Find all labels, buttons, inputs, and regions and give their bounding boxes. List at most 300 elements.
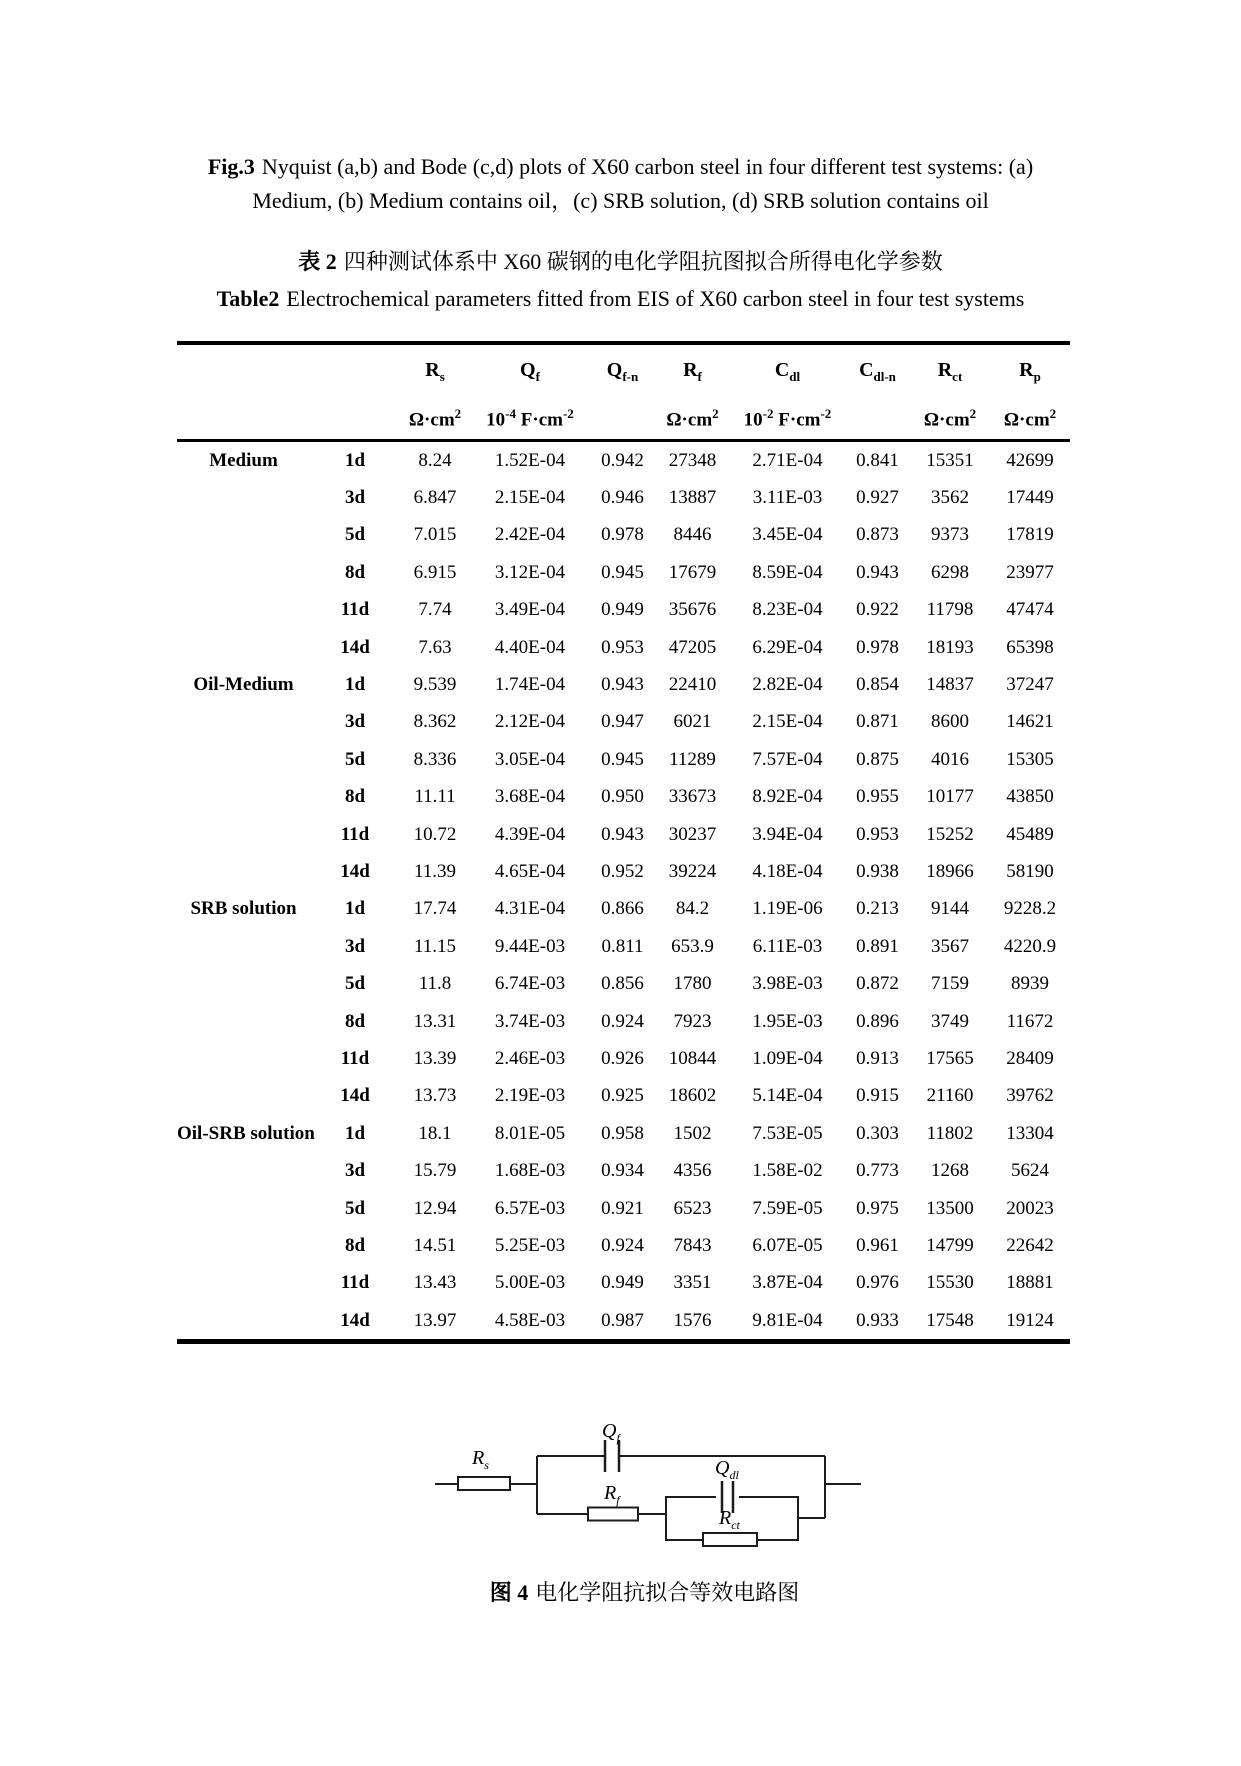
- table-row: [177, 1152, 1070, 1189]
- table2-title-zh: [0, 247, 1241, 277]
- table-cell: 18966: [926, 860, 974, 882]
- table-cell: 0.871: [856, 711, 899, 733]
- column-header: $C_{dl}$: [774, 359, 801, 384]
- table2-title-en: [0, 284, 1241, 314]
- table-cell: 0.925: [601, 1085, 644, 1107]
- table-cell: 17449: [1006, 487, 1054, 509]
- row-day-label: 14d: [340, 860, 370, 882]
- table-cell: 14621: [1006, 711, 1054, 733]
- column-header: $Q_f$: [520, 359, 540, 384]
- figure3-label: Fig.3: [207, 154, 255, 179]
- table-cell: 0.987: [601, 1309, 644, 1331]
- table-cell: 13.39: [413, 1047, 457, 1069]
- table-cell: 11.39: [413, 860, 457, 882]
- equivalent-circuit-figure: [433, 1422, 863, 1557]
- circuit-label-rf: $R_f$: [604, 1482, 620, 1507]
- row-group-label: SRB solution: [190, 898, 297, 920]
- table-cell: 0.854: [856, 674, 899, 696]
- table-cell: 6.07E-05: [752, 1234, 823, 1256]
- column-header: $C_{dl-n}$: [859, 359, 896, 384]
- table-row: [177, 517, 1070, 554]
- table-cell: 27348: [668, 449, 717, 471]
- figure4-caption: [24, 1576, 1241, 1607]
- table-cell: 18.1: [418, 1122, 452, 1144]
- table-cell: 0.952: [601, 860, 644, 882]
- table-row: [177, 704, 1070, 741]
- table-row: [177, 479, 1070, 516]
- circuit-diagram: [433, 1422, 863, 1557]
- table-cell: 6.847: [413, 487, 457, 509]
- row-group-label: [177, 853, 310, 890]
- table-cell: 0.875: [856, 748, 899, 770]
- column-unit: $\Omega\cdot cm^2$: [655, 399, 730, 441]
- table-cell: 0.896: [856, 1010, 899, 1032]
- table-cell: 14799: [926, 1234, 974, 1256]
- figure4-label: 图 4: [489, 1580, 529, 1605]
- table-cell: 47205: [668, 636, 717, 658]
- table-cell: 0.978: [601, 524, 644, 546]
- table-cell: 0.947: [601, 711, 644, 733]
- table-cell: 2.15E-04: [752, 711, 823, 733]
- table-cell: 6.11E-03: [752, 935, 823, 957]
- table-row: [177, 592, 1070, 629]
- table-cell: 8.59E-04: [752, 561, 823, 583]
- header-spacer: [310, 343, 400, 399]
- table-row: [177, 741, 1070, 778]
- figure4-caption-text: 电化学阻抗拟合等效电路图: [535, 1580, 800, 1605]
- table-cell: 0.934: [601, 1160, 644, 1182]
- table-cell: 47474: [1006, 599, 1054, 621]
- table-cell: 0.976: [856, 1272, 899, 1294]
- row-group-label: [177, 704, 310, 741]
- row-day-label: 3d: [344, 487, 366, 509]
- table-cell: 9228.2: [1003, 898, 1057, 920]
- column-unit: $10^{-2}$ $F\cdot cm^{-2}$: [730, 399, 845, 441]
- table-cell: 33673: [668, 786, 717, 808]
- table-cell: 37247: [1006, 674, 1054, 696]
- table-cell: 11289: [669, 748, 716, 770]
- table-row: [177, 1078, 1070, 1115]
- table-cell: 0.856: [601, 973, 644, 995]
- table-cell: 6.915: [413, 561, 457, 583]
- table-cell: 1.09E-04: [752, 1047, 823, 1069]
- table-cell: 6.29E-04: [752, 636, 823, 658]
- table-cell: 3.94E-04: [752, 823, 823, 845]
- row-day-label: 5d: [344, 973, 366, 995]
- table-cell: 0.922: [856, 599, 899, 621]
- row-day-label: 8d: [344, 786, 366, 808]
- resistor-rct: [703, 1533, 757, 1546]
- table-cell: 9373: [931, 524, 969, 546]
- row-day-label: 1d: [344, 898, 366, 920]
- row-group-label: Medium: [209, 449, 278, 471]
- resistor-rf: [588, 1508, 638, 1521]
- table-cell: 45489: [1006, 823, 1054, 845]
- table-cell: 0.975: [856, 1197, 899, 1219]
- table-cell: 0.924: [601, 1010, 644, 1032]
- table-cell: 2.19E-03: [494, 1085, 566, 1107]
- table-cell: 0.961: [856, 1234, 899, 1256]
- table-cell: 0.873: [856, 524, 899, 546]
- header-spacer: [177, 399, 310, 441]
- table-cell: 0.866: [601, 898, 644, 920]
- table-cell: 6021: [673, 711, 712, 733]
- row-day-label: 8d: [344, 1010, 366, 1032]
- row-day-label: 14d: [340, 1085, 370, 1107]
- column-unit: $\Omega\cdot cm^2$: [990, 399, 1070, 441]
- table-cell: 653.9: [671, 935, 714, 957]
- table-cell: 0.891: [856, 935, 899, 957]
- table-cell: 0.915: [856, 1085, 899, 1107]
- table2-title-en-text: Electrochemical parameters fitted from EIS of X60 carbon steel in four test systems: [286, 286, 1025, 311]
- table-cell: 9.539: [413, 674, 457, 696]
- table-cell: 0.773: [856, 1160, 899, 1182]
- column-header: $R_{ct}$: [937, 359, 963, 384]
- table-cell: 9.44E-03: [494, 935, 566, 957]
- table-cell: 15.79: [413, 1160, 457, 1182]
- row-group-label: [177, 517, 310, 554]
- table-cell: 9.81E-04: [752, 1309, 823, 1331]
- table-cell: 8.23E-04: [752, 599, 823, 621]
- table-cell: 8446: [673, 524, 712, 546]
- row-day-label: 1d: [344, 449, 366, 471]
- column-header: $R_f$: [683, 359, 702, 384]
- row-day-label: 3d: [344, 1160, 366, 1182]
- table-cell: 17.74: [413, 898, 457, 920]
- table-row: [177, 928, 1070, 965]
- table-cell: 0.943: [601, 823, 644, 845]
- row-group-label: Oil-Medium: [193, 674, 294, 696]
- table-cell: 84.2: [675, 898, 710, 920]
- column-unit: $\Omega\cdot cm^2$: [400, 399, 470, 441]
- table-cell: 2.46E-03: [494, 1047, 566, 1069]
- table-cell: 17819: [1006, 524, 1054, 546]
- table-cell: 3.05E-04: [494, 748, 566, 770]
- table-cell: 0.978: [856, 636, 899, 658]
- row-day-label: 11d: [340, 823, 370, 845]
- table-cell: 0.955: [856, 786, 899, 808]
- table-cell: 13887: [668, 487, 717, 509]
- table-cell: 17565: [926, 1047, 974, 1069]
- table-cell: 3351: [673, 1272, 712, 1294]
- table-cell: 3.87E-04: [752, 1272, 823, 1294]
- row-day-label: 8d: [344, 1234, 366, 1256]
- table-cell: 0.943: [601, 674, 644, 696]
- table-cell: 11672: [1006, 1010, 1054, 1032]
- column-unit: $\Omega\cdot cm^2$: [910, 399, 990, 441]
- table-cell: 6.57E-03: [494, 1197, 566, 1219]
- table-cell: 1.74E-04: [494, 674, 566, 696]
- row-day-label: 11d: [340, 599, 370, 621]
- table2-label-zh: 表 2: [298, 249, 337, 274]
- table-cell: 4.65E-04: [494, 860, 566, 882]
- table-cell: 8600: [931, 711, 969, 733]
- header-spacer: [177, 343, 310, 399]
- table-cell: 1576: [673, 1309, 712, 1331]
- table-cell: 8.24: [418, 449, 452, 471]
- column-unit: [845, 399, 910, 441]
- column-header: $Q_{f-n}$: [606, 359, 639, 384]
- table-cell: 39762: [1006, 1085, 1054, 1107]
- table-cell: 6.74E-03: [494, 973, 566, 995]
- table-cell: 11798: [926, 599, 974, 621]
- table-cell: 0.913: [856, 1047, 899, 1069]
- row-group-label: [177, 779, 310, 816]
- row-day-label: 5d: [344, 748, 366, 770]
- table-cell: 19124: [1006, 1309, 1054, 1331]
- table-cell: 13304: [1006, 1122, 1054, 1144]
- table-cell: 8.336: [413, 748, 457, 770]
- eis-parameters-table: [177, 341, 1070, 1344]
- table-cell: 28409: [1006, 1047, 1054, 1069]
- table-header: [177, 343, 1070, 441]
- table-row: [177, 629, 1070, 666]
- table-cell: 7843: [673, 1234, 712, 1256]
- table-cell: 7.59E-05: [752, 1197, 823, 1219]
- table-cell: 7.015: [413, 524, 457, 546]
- row-day-label: 14d: [340, 1309, 370, 1331]
- table-cell: 3562: [931, 487, 969, 509]
- table-cell: 15305: [1006, 748, 1054, 770]
- figure3-text-line1: Nyquist (a,b) and Bode (c,d) plots of X60 carbon steel in four different test systems: (a): [261, 154, 1034, 179]
- table-cell: 3749: [931, 1010, 969, 1032]
- table-cell: 1780: [673, 973, 712, 995]
- table-row: [177, 1003, 1070, 1040]
- table-cell: 22410: [668, 674, 717, 696]
- circuit-label-rct: $R_{ct}$: [719, 1507, 740, 1532]
- table-cell: 13500: [926, 1197, 974, 1219]
- table-cell: 42699: [1006, 449, 1054, 471]
- table-cell: 8.362: [413, 711, 457, 733]
- row-group-label: [177, 1227, 310, 1264]
- table-cell: 4016: [931, 748, 969, 770]
- table-cell: 17679: [668, 561, 717, 583]
- table-cell: 18881: [1006, 1272, 1054, 1294]
- row-day-label: 3d: [344, 935, 366, 957]
- circuit-label-qf: $Q_f$: [602, 1420, 620, 1445]
- table-cell: 5624: [1011, 1160, 1049, 1182]
- table-row: [177, 1227, 1070, 1264]
- row-day-label: 3d: [344, 711, 366, 733]
- table-cell: 0.811: [601, 935, 644, 957]
- row-group-label: [177, 554, 310, 591]
- table-cell: 7.63: [418, 636, 452, 658]
- table-cell: 14837: [926, 674, 974, 696]
- table-cell: 5.14E-04: [752, 1085, 823, 1107]
- table-cell: 3.68E-04: [494, 786, 566, 808]
- row-group-label: [177, 928, 310, 965]
- table-cell: 2.82E-04: [752, 674, 823, 696]
- table-cell: 1.68E-03: [494, 1160, 566, 1182]
- table-cell: 2.71E-04: [752, 449, 823, 471]
- table-cell: 1.19E-06: [752, 898, 823, 920]
- circuit-label-qdl: $Q_{dl}$: [715, 1457, 739, 1482]
- table-cell: 1.95E-03: [752, 1010, 823, 1032]
- table-cell: 6298: [931, 561, 969, 583]
- column-header: $R_p$: [1019, 359, 1041, 384]
- table-cell: 8.92E-04: [752, 786, 823, 808]
- table-cell: 0.872: [856, 973, 899, 995]
- table-cell: 0.949: [601, 1272, 644, 1294]
- table-row: [177, 554, 1070, 591]
- table-cell: 35676: [668, 599, 717, 621]
- table-cell: 0.841: [856, 449, 899, 471]
- table-cell: 4.31E-04: [494, 898, 566, 920]
- table-row: [177, 1115, 1070, 1152]
- table-cell: 11.8: [418, 973, 452, 995]
- table-cell: 7159: [931, 973, 969, 995]
- row-group-label: [177, 592, 310, 629]
- table-cell: 20023: [1006, 1197, 1054, 1219]
- row-day-label: 5d: [344, 1197, 366, 1219]
- table-cell: 0.958: [601, 1122, 644, 1144]
- table-cell: 4356: [673, 1160, 712, 1182]
- table-cell: 0.938: [856, 860, 899, 882]
- table-cell: 10844: [668, 1047, 717, 1069]
- table-cell: 0.921: [601, 1197, 644, 1219]
- table-cell: 3.11E-03: [752, 487, 823, 509]
- table-cell: 15252: [926, 823, 974, 845]
- table-cell: 4220.9: [1003, 935, 1057, 957]
- table-cell: 12.94: [413, 1197, 457, 1219]
- table-cell: 3.98E-03: [752, 973, 823, 995]
- table-cell: 0.926: [601, 1047, 644, 1069]
- table-cell: 0.927: [856, 487, 899, 509]
- table-cell: 58190: [1006, 860, 1054, 882]
- table-cell: 1502: [673, 1122, 712, 1144]
- table-cell: 9144: [931, 898, 969, 920]
- table-cell: 13.31: [413, 1010, 457, 1032]
- table-cell: 2.12E-04: [494, 711, 566, 733]
- table-row: [177, 666, 1070, 703]
- row-group-label: [177, 1003, 310, 1040]
- table-cell: 4.18E-04: [752, 860, 823, 882]
- table-row: [177, 853, 1070, 890]
- table-cell: 0.942: [601, 449, 644, 471]
- column-unit: $10^{-4}$ $F\cdot cm^{-2}$: [470, 399, 590, 441]
- row-group-label: [177, 629, 310, 666]
- table-cell: 0.943: [856, 561, 899, 583]
- table-cell: 0.945: [601, 561, 644, 583]
- row-day-label: 11d: [340, 1272, 370, 1294]
- table-row: [177, 891, 1070, 928]
- table-cell: 2.15E-04: [494, 487, 566, 509]
- table-cell: 0.953: [856, 823, 899, 845]
- table2-label-en: Table2: [216, 286, 280, 311]
- row-group-label: [177, 1040, 310, 1077]
- row-day-label: 1d: [344, 674, 366, 696]
- table-cell: 39224: [668, 860, 717, 882]
- table-cell: 0.213: [856, 898, 899, 920]
- row-day-label: 1d: [344, 1122, 366, 1144]
- circuit-label-rs: $R_s$: [472, 1447, 489, 1472]
- table-cell: 0.950: [601, 786, 644, 808]
- row-group-label: [177, 1152, 310, 1189]
- table-cell: 0.945: [601, 748, 644, 770]
- table-cell: 0.949: [601, 599, 644, 621]
- table2-title-zh-text: 四种测试体系中 X60 碳钢的电化学阻抗图拟合所得电化学参数: [343, 249, 943, 274]
- row-group-label: [177, 1265, 310, 1302]
- table-cell: 4.39E-04: [494, 823, 566, 845]
- table-cell: 17548: [926, 1309, 974, 1331]
- table-cell: 18193: [926, 636, 974, 658]
- table-row: [177, 1265, 1070, 1302]
- header-spacer: [310, 399, 400, 441]
- table-cell: 7.74: [418, 599, 452, 621]
- row-group-label: [177, 1078, 310, 1115]
- row-day-label: 8d: [344, 561, 366, 583]
- table-row: [177, 1040, 1070, 1077]
- table-cell: 6523: [673, 1197, 712, 1219]
- resistor-rs: [458, 1477, 510, 1490]
- figure3-caption-line1: [0, 150, 1241, 184]
- table-cell: 22642: [1006, 1234, 1054, 1256]
- table-cell: 15530: [926, 1272, 974, 1294]
- table-cell: 30237: [668, 823, 717, 845]
- table-cell: 8.01E-05: [494, 1122, 566, 1144]
- table-cell: 0.303: [856, 1122, 899, 1144]
- table-cell: 1268: [931, 1160, 969, 1182]
- table-cell: 11802: [926, 1122, 974, 1144]
- table-cell: 2.42E-04: [494, 524, 566, 546]
- table-cell: 0.924: [601, 1234, 644, 1256]
- table-cell: 7.57E-04: [752, 748, 823, 770]
- row-group-label: [177, 816, 310, 853]
- row-day-label: 11d: [340, 1047, 370, 1069]
- table-cell: 10177: [926, 786, 974, 808]
- table-cell: 13.43: [413, 1272, 457, 1294]
- table-cell: 43850: [1006, 786, 1054, 808]
- column-header: $R_s$: [425, 359, 445, 384]
- table-cell: 15351: [926, 449, 974, 471]
- table-cell: 1.52E-04: [494, 449, 566, 471]
- table-row: [177, 816, 1070, 853]
- table-cell: 14.51: [413, 1234, 457, 1256]
- row-day-label: 5d: [344, 524, 366, 546]
- table-cell: 21160: [926, 1085, 974, 1107]
- table-cell: 4.58E-03: [494, 1309, 566, 1331]
- table-cell: 11.11: [414, 786, 456, 808]
- figure3-caption-line2: Medium, (b) Medium contains oil，(c) SRB solution, (d) SRB solution contains oil: [252, 188, 989, 213]
- table-cell: 7923: [673, 1010, 712, 1032]
- table-cell: 0.946: [601, 487, 644, 509]
- table-cell: 5.00E-03: [494, 1272, 566, 1294]
- table-cell: 4.40E-04: [494, 636, 566, 658]
- table-cell: 1.58E-02: [752, 1160, 823, 1182]
- table-cell: 18602: [668, 1085, 717, 1107]
- table-row: [177, 1302, 1070, 1342]
- row-group-label: [177, 479, 310, 516]
- row-day-label: 14d: [340, 636, 370, 658]
- table-cell: 11.15: [413, 935, 457, 957]
- column-unit: [590, 399, 655, 441]
- table-cell: 0.933: [856, 1309, 899, 1331]
- figure3-caption: [0, 150, 1241, 218]
- row-group-label: [177, 1302, 310, 1342]
- table-cell: 3.74E-03: [494, 1010, 566, 1032]
- table-cell: 65398: [1006, 636, 1054, 658]
- table-row: [177, 441, 1070, 480]
- table-cell: 23977: [1006, 561, 1054, 583]
- table-cell: 13.97: [413, 1309, 457, 1331]
- table-cell: 10.72: [413, 823, 457, 845]
- table-cell: 3.45E-04: [752, 524, 823, 546]
- row-group-label: [177, 1190, 310, 1227]
- table-cell: 0.953: [601, 636, 644, 658]
- table-row: [177, 1190, 1070, 1227]
- row-group-label: Oil-SRB solution: [177, 1122, 315, 1144]
- table-cell: 3567: [931, 935, 969, 957]
